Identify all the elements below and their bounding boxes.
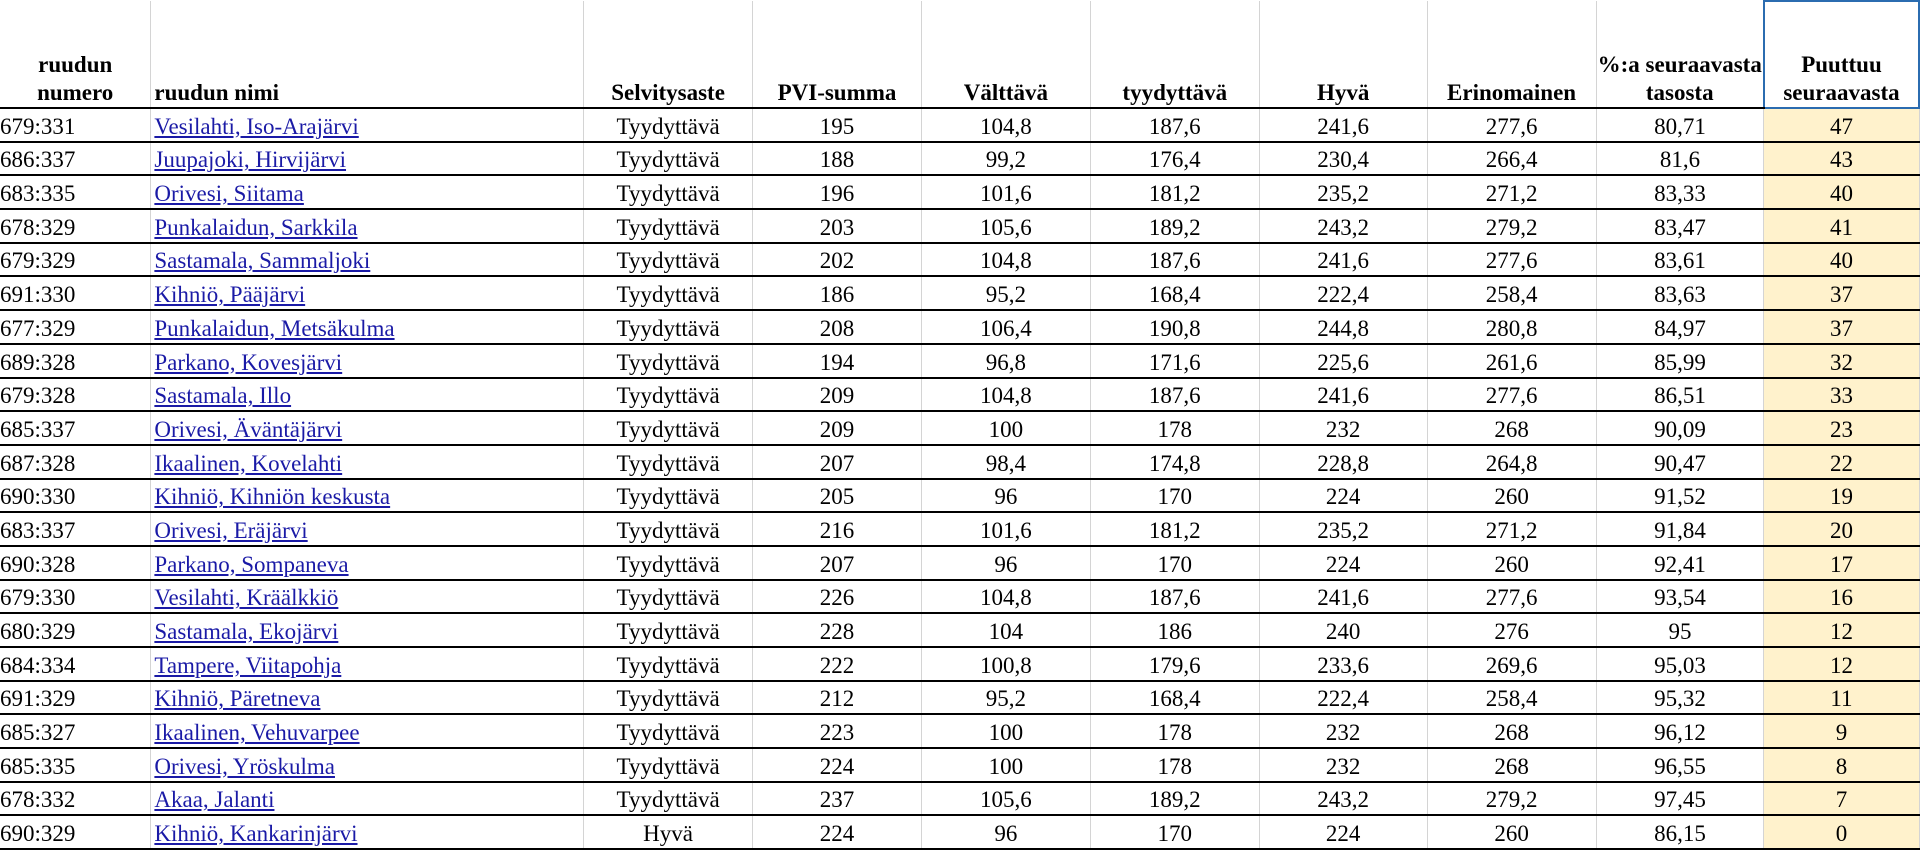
cell-ruudun-nimi[interactable] (151, 815, 584, 849)
cell-ruudun-nimi[interactable] (151, 613, 584, 647)
cell-hyva[interactable]: 233,6 (1259, 647, 1427, 681)
cell-ruudun-numero[interactable]: 680:329 (0, 613, 151, 647)
table-row (0, 378, 1919, 412)
cell-valttava[interactable]: 96 (921, 479, 1090, 513)
cell-tyydyttava[interactable]: 171,6 (1090, 344, 1259, 378)
cell-tyydyttava[interactable]: 189,2 (1090, 209, 1259, 243)
cell-valttava[interactable]: 96,8 (921, 344, 1090, 378)
cell-selvitysaste[interactable]: Tyydyttävä (584, 310, 753, 344)
header-tyydyttava[interactable]: tyydyttävä (1090, 1, 1259, 108)
ruudun-nimi-link[interactable]: Orivesi, Äväntäjärvi (154, 416, 343, 442)
cell-valttava[interactable]: 104 (921, 613, 1090, 647)
cell-tyydyttava[interactable]: 176,4 (1090, 142, 1259, 176)
cell-ruudun-numero[interactable]: 684:334 (0, 647, 151, 681)
cell-tyydyttava[interactable]: 187,6 (1090, 580, 1259, 614)
cell-ruudun-nimi[interactable] (151, 445, 584, 479)
cell-pct-seuraavasta[interactable]: 86,51 (1596, 378, 1764, 412)
cell-pvi-summa[interactable]: 223 (753, 714, 922, 748)
cell-pct-seuraavasta[interactable]: 85,99 (1596, 344, 1764, 378)
cell-erinomainen[interactable]: 266,4 (1427, 142, 1596, 176)
cell-erinomainen[interactable]: 277,6 (1427, 378, 1596, 412)
cell-pvi-summa[interactable]: 186 (753, 276, 922, 310)
cell-ruudun-numero[interactable]: 678:329 (0, 209, 151, 243)
cell-ruudun-numero[interactable]: 685:327 (0, 714, 151, 748)
cell-pct-seuraavasta[interactable]: 90,09 (1596, 411, 1764, 445)
cell-erinomainen[interactable]: 264,8 (1427, 445, 1596, 479)
cell-selvitysaste[interactable]: Tyydyttävä (584, 378, 753, 412)
cell-tyydyttava[interactable]: 168,4 (1090, 276, 1259, 310)
cell-tyydyttava[interactable]: 190,8 (1090, 310, 1259, 344)
cell-pvi-summa[interactable]: 209 (753, 378, 922, 412)
ruudun-nimi-link[interactable]: Sastamala, Sammaljoki (154, 248, 371, 274)
cell-selvitysaste[interactable]: Tyydyttävä (584, 479, 753, 513)
table-row (0, 748, 1919, 782)
table-row (0, 546, 1919, 580)
cell-pvi-summa[interactable]: 228 (753, 613, 922, 647)
cell-pct-seuraavasta[interactable]: 92,41 (1596, 546, 1764, 580)
cell-pvi-summa[interactable]: 224 (753, 815, 922, 849)
cell-puuttuu-seuraavasta[interactable]: 43 (1764, 142, 1919, 176)
cell-ruudun-nimi[interactable] (151, 344, 584, 378)
cell-hyva[interactable]: 232 (1259, 748, 1427, 782)
cell-erinomainen[interactable]: 260 (1427, 479, 1596, 513)
ruudun-nimi-link[interactable]: Kihniö, Kankarinjärvi (154, 821, 358, 847)
cell-tyydyttava[interactable]: 187,6 (1090, 108, 1259, 142)
cell-selvitysaste[interactable]: Tyydyttävä (584, 175, 753, 209)
table-row (0, 580, 1919, 614)
cell-ruudun-nimi[interactable] (151, 748, 584, 782)
cell-tyydyttava[interactable]: 181,2 (1090, 175, 1259, 209)
cell-hyva[interactable]: 222,4 (1259, 276, 1427, 310)
cell-ruudun-numero[interactable]: 679:331 (0, 108, 151, 142)
table-row (0, 243, 1919, 277)
ruudun-nimi-link[interactable]: Ikaalinen, Vehuvarpee (154, 720, 360, 746)
header-puuttuu-label: Puuttuu seuraavasta (1783, 52, 1900, 105)
cell-pct-seuraavasta[interactable]: 84,97 (1596, 310, 1764, 344)
cell-ruudun-nimi[interactable] (151, 512, 584, 546)
table-row (0, 310, 1919, 344)
cell-pvi-summa[interactable]: 209 (753, 411, 922, 445)
cell-valttava[interactable]: 96 (921, 546, 1090, 580)
cell-puuttuu-seuraavasta[interactable]: 37 (1764, 276, 1919, 310)
cell-hyva[interactable]: 224 (1259, 546, 1427, 580)
cell-hyva[interactable]: 243,2 (1259, 782, 1427, 816)
ruudun-nimi-link[interactable]: Vesilahti, Iso-Arajärvi (154, 113, 359, 139)
cell-selvitysaste[interactable]: Tyydyttävä (584, 546, 753, 580)
ruudun-nimi-link[interactable]: Juupajoki, Hirvijärvi (154, 147, 347, 173)
cell-pvi-summa[interactable]: 205 (753, 479, 922, 513)
cell-ruudun-nimi[interactable] (151, 142, 584, 176)
cell-ruudun-nimi[interactable] (151, 782, 584, 816)
cell-puuttuu-seuraavasta[interactable]: 12 (1764, 647, 1919, 681)
cell-valttava[interactable]: 100,8 (921, 647, 1090, 681)
cell-pct-seuraavasta[interactable]: 95 (1596, 613, 1764, 647)
cell-ruudun-numero[interactable]: 679:330 (0, 580, 151, 614)
cell-pvi-summa[interactable]: 202 (753, 243, 922, 277)
cell-ruudun-numero[interactable]: 686:337 (0, 142, 151, 176)
cell-pct-seuraavasta[interactable]: 97,45 (1596, 782, 1764, 816)
header-selvitysaste[interactable]: Selvitysaste (584, 1, 753, 108)
cell-valttava[interactable]: 100 (921, 748, 1090, 782)
cell-erinomainen[interactable]: 261,6 (1427, 344, 1596, 378)
cell-selvitysaste[interactable]: Tyydyttävä (584, 276, 753, 310)
table-row (0, 782, 1919, 816)
cell-valttava[interactable]: 105,6 (921, 209, 1090, 243)
cell-hyva[interactable]: 230,4 (1259, 142, 1427, 176)
ruudun-nimi-link[interactable]: Kihniö, Kihniön keskusta (154, 484, 391, 510)
table-row (0, 647, 1919, 681)
cell-pvi-summa[interactable]: 196 (753, 175, 922, 209)
cell-pvi-summa[interactable]: 237 (753, 782, 922, 816)
cell-selvitysaste[interactable]: Tyydyttävä (584, 108, 753, 142)
cell-ruudun-nimi[interactable] (151, 647, 584, 681)
cell-erinomainen[interactable]: 279,2 (1427, 209, 1596, 243)
cell-tyydyttava[interactable]: 187,6 (1090, 378, 1259, 412)
table-row (0, 445, 1919, 479)
cell-ruudun-nimi[interactable] (151, 546, 584, 580)
cell-tyydyttava[interactable]: 189,2 (1090, 782, 1259, 816)
cell-pvi-summa[interactable]: 216 (753, 512, 922, 546)
cell-pct-seuraavasta[interactable]: 86,15 (1596, 815, 1764, 849)
cell-ruudun-numero[interactable]: 690:330 (0, 479, 151, 513)
cell-hyva[interactable]: 232 (1259, 411, 1427, 445)
cell-ruudun-numero[interactable]: 690:328 (0, 546, 151, 580)
cell-hyva[interactable]: 224 (1259, 479, 1427, 513)
cell-tyydyttava[interactable]: 168,4 (1090, 681, 1259, 715)
cell-puuttuu-seuraavasta[interactable]: 41 (1764, 209, 1919, 243)
ruudun-nimi-link[interactable]: Akaa, Jalanti (154, 787, 275, 813)
cell-pct-seuraavasta[interactable]: 80,71 (1596, 108, 1764, 142)
table-row (0, 411, 1919, 445)
cell-selvitysaste[interactable]: Tyydyttävä (584, 782, 753, 816)
cell-erinomainen[interactable]: 268 (1427, 748, 1596, 782)
cell-selvitysaste[interactable]: Tyydyttävä (584, 344, 753, 378)
cell-valttava[interactable]: 95,2 (921, 276, 1090, 310)
cell-puuttuu-seuraavasta[interactable]: 40 (1764, 175, 1919, 209)
cell-ruudun-numero[interactable]: 683:337 (0, 512, 151, 546)
ruudun-nimi-link[interactable]: Kihniö, Pääjärvi (154, 282, 306, 308)
ruudun-nimi-link[interactable]: Orivesi, Siitama (154, 181, 304, 207)
cell-pvi-summa[interactable]: 222 (753, 647, 922, 681)
table-row (0, 681, 1919, 715)
ruudun-nimi-link[interactable]: Kihniö, Päretneva (154, 686, 321, 712)
cell-erinomainen[interactable]: 277,6 (1427, 108, 1596, 142)
cell-pvi-summa[interactable]: 224 (753, 748, 922, 782)
cell-pct-seuraavasta[interactable]: 83,47 (1596, 209, 1764, 243)
cell-ruudun-nimi[interactable] (151, 310, 584, 344)
cell-puuttuu-seuraavasta[interactable]: 19 (1764, 479, 1919, 513)
table-row (0, 142, 1919, 176)
cell-hyva[interactable]: 235,2 (1259, 175, 1427, 209)
cell-erinomainen[interactable]: 280,8 (1427, 310, 1596, 344)
header-pvi-summa[interactable]: PVI-summa (753, 1, 922, 108)
header-valttava[interactable]: Välttävä (921, 1, 1090, 108)
cell-hyva[interactable]: 244,8 (1259, 310, 1427, 344)
cell-hyva[interactable]: 225,6 (1259, 344, 1427, 378)
cell-puuttuu-seuraavasta[interactable]: 7 (1764, 782, 1919, 816)
table-row (0, 344, 1919, 378)
ruudun-nimi-link[interactable]: Punkalaidun, Sarkkila (154, 214, 358, 240)
cell-tyydyttava[interactable]: 179,6 (1090, 647, 1259, 681)
table-row (0, 613, 1919, 647)
cell-valttava[interactable]: 100 (921, 411, 1090, 445)
cell-hyva[interactable]: 222,4 (1259, 681, 1427, 715)
cell-ruudun-nimi[interactable] (151, 276, 584, 310)
cell-puuttuu-seuraavasta[interactable]: 8 (1764, 748, 1919, 782)
cell-hyva[interactable]: 243,2 (1259, 209, 1427, 243)
cell-valttava[interactable]: 96 (921, 815, 1090, 849)
cell-pct-seuraavasta[interactable]: 96,55 (1596, 748, 1764, 782)
cell-puuttuu-seuraavasta[interactable]: 9 (1764, 714, 1919, 748)
ruudun-nimi-link[interactable]: Sastamala, Illo (154, 383, 292, 409)
cell-valttava[interactable]: 99,2 (921, 142, 1090, 176)
cell-pct-seuraavasta[interactable]: 81,6 (1596, 142, 1764, 176)
cell-tyydyttava[interactable]: 174,8 (1090, 445, 1259, 479)
ruudun-nimi-link[interactable]: Orivesi, Yröskulma (154, 753, 335, 779)
cell-puuttuu-seuraavasta[interactable]: 22 (1764, 445, 1919, 479)
cell-pct-seuraavasta[interactable]: 95,32 (1596, 681, 1764, 715)
cell-pvi-summa[interactable]: 208 (753, 310, 922, 344)
cell-selvitysaste[interactable]: Tyydyttävä (584, 243, 753, 277)
table-row (0, 209, 1919, 243)
ruudun-nimi-link[interactable]: Orivesi, Eräjärvi (154, 517, 308, 543)
cell-valttava[interactable]: 104,8 (921, 243, 1090, 277)
cell-ruudun-numero[interactable]: 685:335 (0, 748, 151, 782)
cell-ruudun-numero[interactable]: 679:328 (0, 378, 151, 412)
cell-selvitysaste[interactable]: Tyydyttävä (584, 445, 753, 479)
ruudun-nimi-link[interactable]: Parkano, Kovesjärvi (154, 349, 343, 375)
table-row (0, 815, 1919, 849)
header-erinomainen[interactable]: Erinomainen (1427, 1, 1596, 108)
cell-valttava[interactable]: 105,6 (921, 782, 1090, 816)
cell-hyva[interactable]: 235,2 (1259, 512, 1427, 546)
header-pct-seuraavasta[interactable] (1596, 1, 1764, 108)
cell-puuttuu-seuraavasta[interactable]: 12 (1764, 613, 1919, 647)
cell-erinomainen[interactable]: 271,2 (1427, 512, 1596, 546)
cell-pct-seuraavasta[interactable]: 91,52 (1596, 479, 1764, 513)
cell-ruudun-numero[interactable]: 691:330 (0, 276, 151, 310)
cell-pvi-summa[interactable]: 226 (753, 580, 922, 614)
cell-tyydyttava[interactable]: 170 (1090, 546, 1259, 580)
cell-ruudun-numero[interactable]: 690:329 (0, 815, 151, 849)
cell-puuttuu-seuraavasta[interactable]: 40 (1764, 243, 1919, 277)
cell-ruudun-nimi[interactable] (151, 411, 584, 445)
cell-valttava[interactable]: 101,6 (921, 175, 1090, 209)
table-row (0, 512, 1919, 546)
cell-selvitysaste[interactable]: Tyydyttävä (584, 748, 753, 782)
cell-hyva[interactable]: 224 (1259, 815, 1427, 849)
cell-erinomainen[interactable]: 279,2 (1427, 782, 1596, 816)
cell-puuttuu-seuraavasta[interactable]: 37 (1764, 310, 1919, 344)
cell-hyva[interactable]: 241,6 (1259, 243, 1427, 277)
cell-puuttuu-seuraavasta[interactable]: 47 (1764, 108, 1919, 142)
ruudun-nimi-link[interactable]: Tampere, Viitapohja (154, 652, 342, 678)
cell-puuttuu-seuraavasta[interactable]: 23 (1764, 411, 1919, 445)
cell-pvi-summa[interactable]: 194 (753, 344, 922, 378)
cell-selvitysaste[interactable]: Hyvä (584, 815, 753, 849)
cell-ruudun-numero[interactable]: 677:329 (0, 310, 151, 344)
cell-valttava[interactable]: 104,8 (921, 108, 1090, 142)
cell-ruudun-numero[interactable]: 689:328 (0, 344, 151, 378)
cell-ruudun-nimi[interactable] (151, 175, 584, 209)
cell-erinomainen[interactable]: 276 (1427, 613, 1596, 647)
cell-puuttuu-seuraavasta[interactable]: 0 (1764, 815, 1919, 849)
cell-erinomainen[interactable]: 277,6 (1427, 243, 1596, 277)
cell-pct-seuraavasta[interactable]: 95,03 (1596, 647, 1764, 681)
table-row (0, 108, 1919, 142)
cell-ruudun-numero[interactable]: 687:328 (0, 445, 151, 479)
cell-tyydyttava[interactable]: 186 (1090, 613, 1259, 647)
cell-erinomainen[interactable]: 271,2 (1427, 175, 1596, 209)
cell-pvi-summa[interactable]: 195 (753, 108, 922, 142)
cell-erinomainen[interactable]: 258,4 (1427, 276, 1596, 310)
cell-selvitysaste[interactable]: Tyydyttävä (584, 580, 753, 614)
cell-pvi-summa[interactable]: 188 (753, 142, 922, 176)
cell-ruudun-numero[interactable]: 678:332 (0, 782, 151, 816)
cell-selvitysaste[interactable]: Tyydyttävä (584, 142, 753, 176)
cell-hyva[interactable]: 241,6 (1259, 108, 1427, 142)
cell-tyydyttava[interactable]: 170 (1090, 479, 1259, 513)
ruudun-nimi-link[interactable]: Vesilahti, Kräälkkiö (154, 585, 339, 611)
cell-selvitysaste[interactable]: Tyydyttävä (584, 209, 753, 243)
table-row (0, 175, 1919, 209)
cell-selvitysaste[interactable]: Tyydyttävä (584, 714, 753, 748)
cell-valttava[interactable]: 95,2 (921, 681, 1090, 715)
cell-pct-seuraavasta[interactable]: 83,61 (1596, 243, 1764, 277)
cell-tyydyttava[interactable]: 181,2 (1090, 512, 1259, 546)
cell-pct-seuraavasta[interactable]: 90,47 (1596, 445, 1764, 479)
header-ruudun-numero[interactable] (0, 1, 151, 108)
cell-pvi-summa[interactable]: 207 (753, 546, 922, 580)
table-body (0, 108, 1919, 849)
cell-valttava[interactable]: 100 (921, 714, 1090, 748)
cell-pct-seuraavasta[interactable]: 83,33 (1596, 175, 1764, 209)
header-pct-seuraavasta-label: %:a seuraavasta tasosta (1597, 52, 1762, 105)
cell-puuttuu-seuraavasta[interactable]: 33 (1764, 378, 1919, 412)
table-row (0, 714, 1919, 748)
cell-ruudun-nimi[interactable] (151, 580, 584, 614)
cell-selvitysaste[interactable]: Tyydyttävä (584, 613, 753, 647)
cell-erinomainen[interactable]: 260 (1427, 546, 1596, 580)
cell-puuttuu-seuraavasta[interactable]: 17 (1764, 546, 1919, 580)
cell-tyydyttava[interactable]: 187,6 (1090, 243, 1259, 277)
cell-valttava[interactable]: 101,6 (921, 512, 1090, 546)
cell-valttava[interactable]: 106,4 (921, 310, 1090, 344)
cell-pct-seuraavasta[interactable]: 91,84 (1596, 512, 1764, 546)
cell-selvitysaste[interactable]: Tyydyttävä (584, 681, 753, 715)
cell-ruudun-numero[interactable]: 679:329 (0, 243, 151, 277)
cell-erinomainen[interactable]: 268 (1427, 714, 1596, 748)
cell-tyydyttava[interactable]: 170 (1090, 815, 1259, 849)
cell-ruudun-nimi[interactable] (151, 479, 584, 513)
cell-hyva[interactable]: 240 (1259, 613, 1427, 647)
cell-ruudun-numero[interactable]: 683:335 (0, 175, 151, 209)
cell-erinomainen[interactable]: 268 (1427, 411, 1596, 445)
header-row-group (0, 1, 1919, 108)
header-ruudun-numero-label: ruudun numero (37, 52, 114, 105)
cell-tyydyttava[interactable]: 178 (1090, 748, 1259, 782)
cell-ruudun-nimi[interactable] (151, 243, 584, 277)
cell-valttava[interactable]: 104,8 (921, 580, 1090, 614)
cell-ruudun-numero[interactable]: 691:329 (0, 681, 151, 715)
cell-erinomainen[interactable]: 260 (1427, 815, 1596, 849)
cell-hyva[interactable]: 228,8 (1259, 445, 1427, 479)
cell-erinomainen[interactable]: 258,4 (1427, 681, 1596, 715)
cell-pvi-summa[interactable]: 207 (753, 445, 922, 479)
cell-hyva[interactable]: 232 (1259, 714, 1427, 748)
ruudun-nimi-link[interactable]: Sastamala, Ekojärvi (154, 619, 339, 644)
cell-ruudun-nimi[interactable] (151, 108, 584, 142)
header-hyva[interactable]: Hyvä (1259, 1, 1427, 108)
cell-selvitysaste[interactable]: Tyydyttävä (584, 411, 753, 445)
cell-ruudun-nimi[interactable] (151, 681, 584, 715)
header-puuttuu-seuraavasta[interactable] (1764, 1, 1919, 108)
ruudun-nimi-link[interactable]: Punkalaidun, Metsäkulma (154, 315, 395, 341)
cell-puuttuu-seuraavasta[interactable]: 32 (1764, 344, 1919, 378)
cell-valttava[interactable]: 104,8 (921, 378, 1090, 412)
cell-ruudun-nimi[interactable] (151, 209, 584, 243)
cell-pct-seuraavasta[interactable]: 93,54 (1596, 580, 1764, 614)
ruudun-nimi-link[interactable]: Ikaalinen, Kovelahti (154, 450, 343, 476)
header-ruudun-nimi[interactable]: ruudun nimi (151, 1, 584, 108)
cell-puuttuu-seuraavasta[interactable]: 11 (1764, 681, 1919, 715)
cell-selvitysaste[interactable]: Tyydyttävä (584, 647, 753, 681)
cell-hyva[interactable]: 241,6 (1259, 378, 1427, 412)
ruudun-nimi-link[interactable]: Parkano, Sompaneva (154, 551, 349, 577)
header-row (0, 1, 1919, 108)
cell-ruudun-numero[interactable]: 685:337 (0, 411, 151, 445)
cell-pvi-summa[interactable]: 212 (753, 681, 922, 715)
cell-puuttuu-seuraavasta[interactable]: 20 (1764, 512, 1919, 546)
cell-tyydyttava[interactable]: 178 (1090, 714, 1259, 748)
cell-tyydyttava[interactable]: 178 (1090, 411, 1259, 445)
cell-ruudun-nimi[interactable] (151, 714, 584, 748)
cell-pvi-summa[interactable]: 203 (753, 209, 922, 243)
cell-erinomainen[interactable]: 277,6 (1427, 580, 1596, 614)
table-row (0, 479, 1919, 513)
cell-pct-seuraavasta[interactable]: 96,12 (1596, 714, 1764, 748)
cell-erinomainen[interactable]: 269,6 (1427, 647, 1596, 681)
cell-pct-seuraavasta[interactable]: 83,63 (1596, 276, 1764, 310)
cell-hyva[interactable]: 241,6 (1259, 580, 1427, 614)
cell-selvitysaste[interactable]: Tyydyttävä (584, 512, 753, 546)
cell-valttava[interactable]: 98,4 (921, 445, 1090, 479)
table-row (0, 276, 1919, 310)
cell-puuttuu-seuraavasta[interactable]: 16 (1764, 580, 1919, 614)
cell-ruudun-nimi[interactable] (151, 378, 584, 412)
